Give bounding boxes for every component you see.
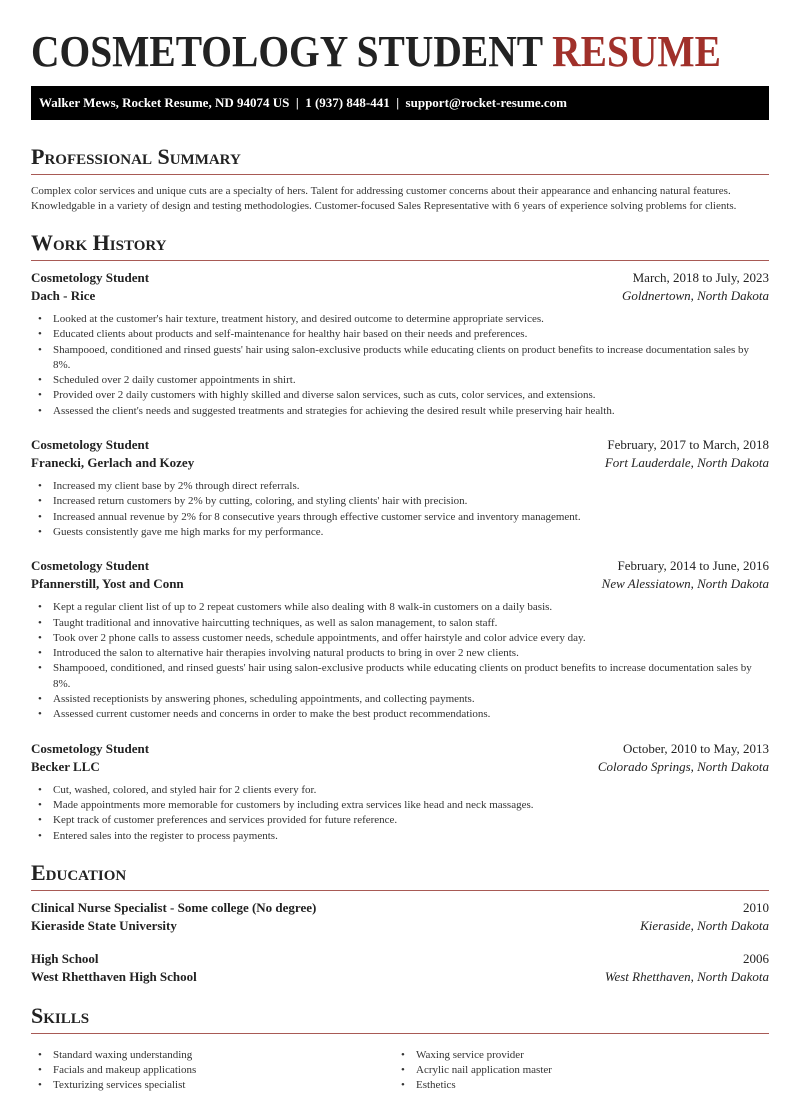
job-bullet: • Shampooed, conditioned, and rinsed guests' hair using salon-exclusive products while educating clients on product benefits to increase documentation sales by 8%. — [31, 661, 769, 692]
summary-text: Complex color services and unique cuts are a specialty of hers. Talent for addressing customer concerns about their appearance and enhancing natural features. Knowledgable in a variety of design and testing methodologies. Customer-focused Sales Representative with 6 years of experience solving problems for clients. — [31, 185, 737, 212]
divider — [31, 260, 769, 261]
job-bullet: • Shampooed, conditioned and rinsed guests' hair using salon-exclusive products while educating clients on product benefits to increase documentation sales by 8%. — [31, 343, 769, 374]
divider — [31, 1033, 769, 1034]
job-entry — [31, 269, 769, 419]
job-bullet: • Took over 2 phone calls to assess customer needs, schedule appointments, and offer hairstyle and color advice every day. — [31, 631, 769, 646]
summary-heading: Professional Summary — [31, 144, 241, 169]
job-location: Colorado Springs, North Dakota — [597, 758, 769, 774]
resume-title — [31, 28, 769, 86]
job-bullet: • Guests consistently gave me high marks for my performance. — [31, 525, 769, 540]
job-title: Cosmetology Student — [31, 740, 150, 756]
title-accent: RESUME — [552, 27, 721, 76]
job-bullet: • Assessed current customer needs and concerns in order to make the best product recommendations. — [31, 707, 769, 722]
job-bullets — [31, 312, 769, 419]
job-bullets — [31, 600, 769, 722]
job-dates: February, 2017 to March, 2018 — [607, 437, 769, 453]
job-bullets — [31, 479, 769, 540]
divider — [31, 890, 769, 891]
job-entry — [31, 557, 769, 722]
job-dates: October, 2010 to May, 2013 — [623, 740, 769, 756]
skills-right — [394, 1048, 757, 1094]
job-bullet: • Assessed the client's needs and suggested treatments and strategies for achieving the desired result while preserving hair health. — [31, 404, 769, 419]
job-bullet: • Cut, washed, colored, and styled hair for 2 clients every for. — [31, 783, 769, 798]
job-location: New Alessiatown, North Dakota — [601, 576, 769, 592]
edu-year: 2006 — [743, 950, 769, 966]
skill-item: • Esthetics — [394, 1078, 757, 1093]
job-bullet: • Provided over 2 daily customers with highly skilled and diverse salon services, such as cuts, color services, and extensions. — [31, 388, 769, 403]
skill-item: • Waxing service provider — [394, 1048, 757, 1063]
school: Kieraside State University — [31, 917, 177, 933]
job-entry — [31, 436, 769, 540]
edu-location: West Rhetthaven, North Dakota — [604, 968, 769, 984]
job-bullet: • Assisted receptionists by answering phones, scheduling appointments, and collecting payments. — [31, 692, 769, 707]
job-company: Franecki, Gerlach and Kozey — [31, 455, 195, 471]
skill-item: • Standard waxing understanding — [31, 1048, 394, 1063]
skill-item: • Acrylic nail application master — [394, 1063, 757, 1078]
skills-list — [31, 1043, 769, 1111]
job-company: Dach - Rice — [31, 288, 96, 303]
job-list — [31, 269, 769, 844]
job-dates: February, 2014 to June, 2016 — [617, 558, 769, 574]
degree: Clinical Nurse Specialist - Some college (No degree) — [31, 899, 317, 915]
job-bullet: • Entered sales into the register to process payments. — [31, 829, 769, 844]
job-bullet: • Educated clients about products and self-maintenance for healthy hair based on their needs and preferences. — [31, 327, 769, 342]
degree: High School — [31, 950, 99, 966]
job-bullet: • Made appointments more memorable for customers by including extra services like head and neck massages. — [31, 798, 769, 813]
education-heading: Education — [31, 859, 127, 885]
title-main: COSMETOLOGY STUDENT — [31, 27, 543, 76]
skill-item: • Facials and makeup applications — [31, 1063, 394, 1078]
job-bullet: • Scheduled over 2 daily customer appointments in shirt. — [31, 373, 769, 388]
job-bullet: • Looked at the customer's hair texture, treatment history, and desired outcome to determine appropriate services. — [31, 312, 769, 327]
education-entry — [31, 950, 769, 986]
divider — [31, 174, 769, 175]
resume — [31, 0, 769, 1111]
edu-location: Kieraside, North Dakota — [640, 917, 769, 933]
job-company: Becker LLC — [31, 758, 100, 774]
job-location: Fort Lauderdale, North Dakota — [604, 455, 769, 471]
skill-item: • Texturizing services specialist — [31, 1078, 394, 1093]
job-entry — [31, 740, 769, 844]
job-location: Goldnertown, North Dakota — [622, 288, 769, 303]
job-bullet: • Increased my client base by 2% through direct referrals. — [31, 479, 769, 494]
skills-left — [31, 1048, 394, 1094]
job-bullet: • Kept track of customer preferences and services provided for future reference. — [31, 813, 769, 828]
job-title: Cosmetology Student — [31, 558, 150, 574]
school: West Rhetthaven High School — [31, 968, 197, 984]
job-bullet: • Increased annual revenue by 2% for 8 consecutive years through effective customer service and inventory management. — [31, 510, 769, 525]
job-dates: March, 2018 to July, 2023 — [632, 270, 769, 285]
job-title: Cosmetology Student — [31, 437, 150, 453]
job-bullets — [31, 783, 769, 844]
work-heading: Work History — [31, 230, 167, 255]
education-list — [31, 899, 769, 986]
job-company: Pfannerstill, Yost and Conn — [31, 576, 184, 592]
job-bullet: • Introduced the salon to alternative hair therapies involving natural products to bring in over 2 new clients. — [31, 646, 769, 661]
job-bullet: • Increased return customers by 2% by cutting, coloring, and styling clients' hair with precision. — [31, 494, 769, 509]
contact-bar: Walker Mews, Rocket Resume, ND 94074 US | 1 (937) 848-441 | support@rocket-resume.com — [31, 86, 769, 120]
edu-year: 2010 — [743, 899, 769, 915]
job-title: Cosmetology Student — [31, 270, 150, 285]
job-bullet: • Kept a regular client list of up to 2 repeat customers while also dealing with 8 walk-in customers on a daily basis. — [31, 600, 769, 615]
skills-heading: Skills — [31, 1002, 90, 1028]
education-entry — [31, 899, 769, 935]
job-bullet: • Taught traditional and innovative haircutting techniques, as well as salon management, to salon staff. — [31, 616, 769, 631]
